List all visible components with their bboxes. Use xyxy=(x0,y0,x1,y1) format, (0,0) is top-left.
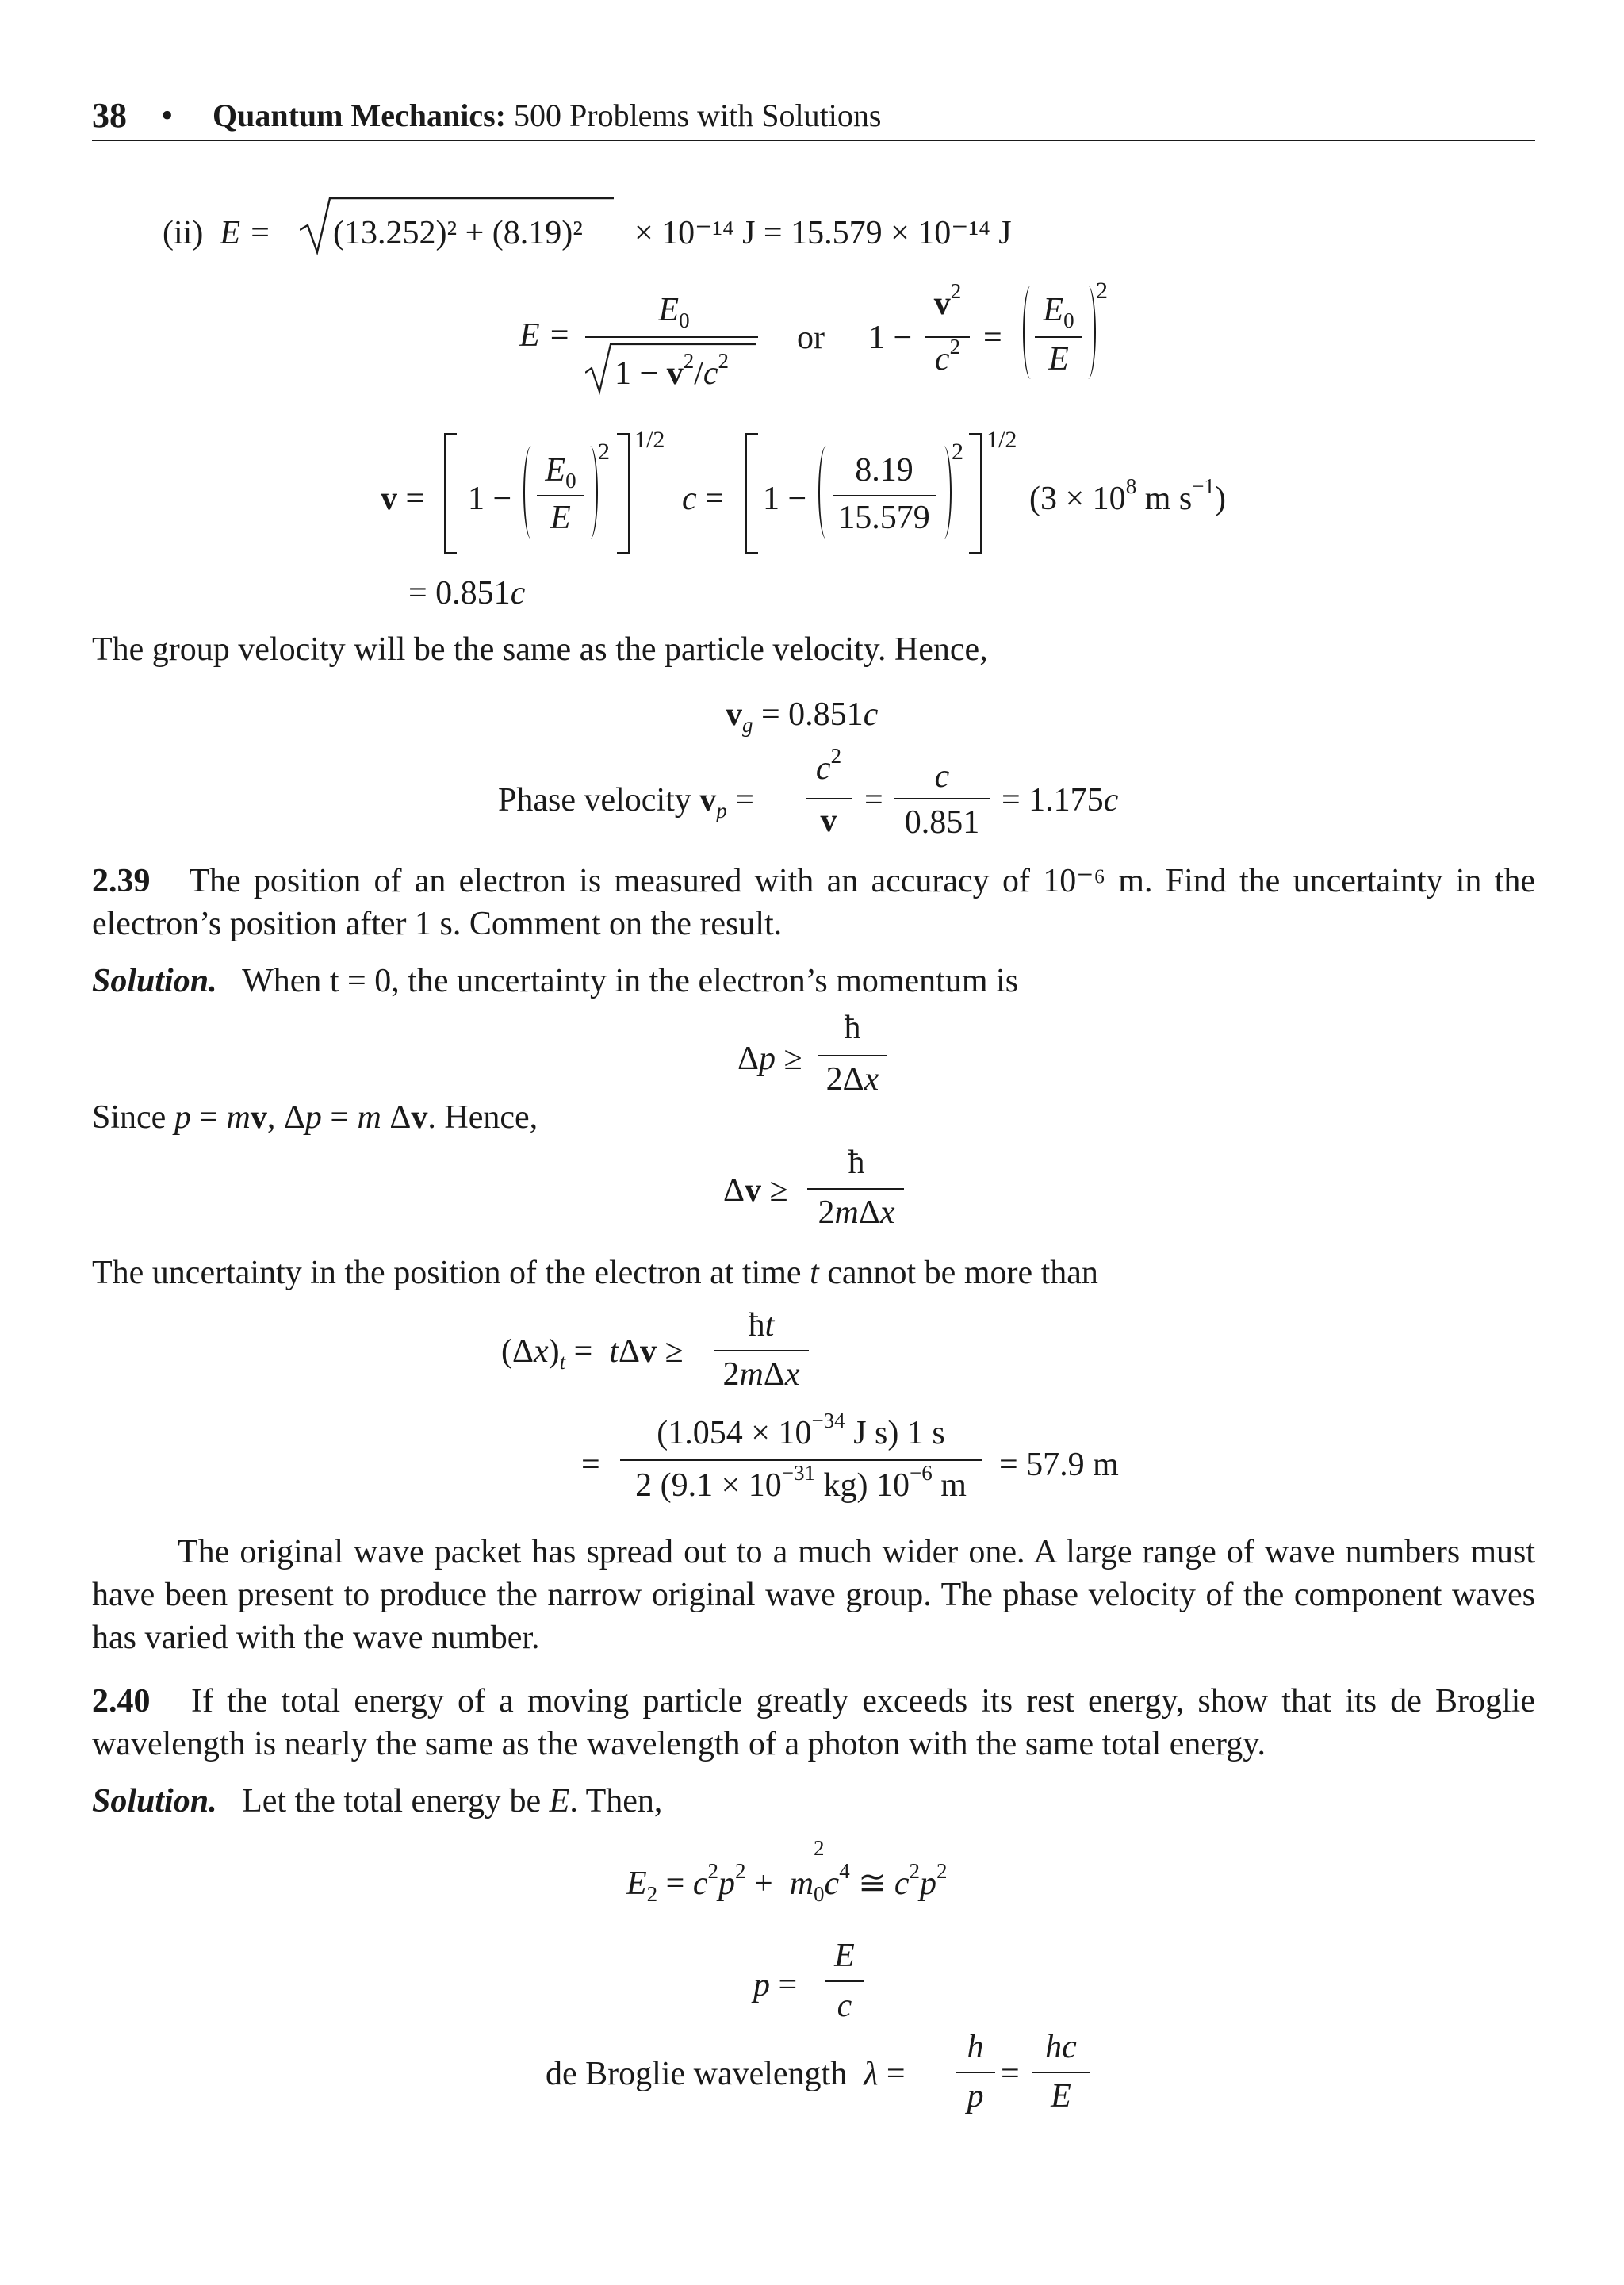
eq-ii xyxy=(163,217,271,250)
eq-velocity-exp2-1: 2 xyxy=(598,439,610,465)
eq-energy-lhs: E = xyxy=(519,317,571,354)
eq-velocity-num: 8.19 xyxy=(855,452,914,489)
eq-velocity-c: c = xyxy=(682,481,724,517)
problem-2-39-text: The position of an electron is measured with an accuracy of 10⁻⁶ m. Find the uncertainty in the electron’s position after 1 s. Comment on the result. xyxy=(92,863,1536,942)
para-wave-packet: The original wave packet has spread out to a much wider one. A large range of wave numbers must have been present to produce the narrow original wave group. The phase velocity of the component waves has varied with the wave number. xyxy=(92,1534,1535,1656)
eq-phase-result: = 1.175c xyxy=(1002,782,1119,819)
eq-phase-num2: c xyxy=(934,758,950,795)
header-rule xyxy=(92,140,1535,141)
eq-numeric-den: 2 ($9.1 \times 10^{-31}$ kg) $10^{-6}$ m xyxy=(635,1460,967,1504)
eq-phase-eq2: = xyxy=(864,782,883,819)
eq-lambda-den1: p xyxy=(967,2078,984,2114)
problem-2-39 xyxy=(92,860,1535,945)
eq-numeric-result: = 57.9 m xyxy=(999,1447,1119,1483)
bracket-right-1 xyxy=(617,433,630,554)
eq-velocity-half-2: 1/2 xyxy=(986,427,1017,453)
eq-velocity-fracline-1 xyxy=(537,495,584,496)
eq-lambda-label: de Broglie wavelength λ = xyxy=(546,2056,906,2092)
eq-lambda-line2 xyxy=(1032,2072,1090,2073)
eq-velocity-lhs: v = xyxy=(381,481,425,517)
eq-ii-lhs: E = xyxy=(220,215,271,251)
eq-velocity-tail: ($3 \times 10^8$ m $s^{-1}$) xyxy=(1029,473,1226,517)
eq-phase: Phase velocity $v_p$ = xyxy=(498,782,754,823)
eq-velocity-one-2: 1 − xyxy=(763,481,807,517)
eq-numeric-eq: = xyxy=(581,1447,600,1483)
eq-dxt-lhs: $(\Delta x)_t = t\Delta v$ ≥ xyxy=(501,1333,684,1374)
eq-dv-line xyxy=(807,1188,904,1190)
para-group-velocity: The group velocity will be the same as the particle velocity. Hence, xyxy=(92,631,988,668)
page-number: 38 xyxy=(92,96,127,135)
book-title-rest: 500 Problems with Solutions xyxy=(514,98,882,133)
book-title-bold: Quantum Mechanics: xyxy=(213,98,506,133)
eq-ii-label: (ii) xyxy=(163,215,204,251)
eq-velocity-fracline-2 xyxy=(833,495,936,496)
eq-phase-den2: 0.851 xyxy=(904,804,980,841)
eq-phase-line1 xyxy=(806,798,852,799)
eq-p-num: E xyxy=(834,1938,855,1974)
eq-dv-den: 2mΔx xyxy=(818,1194,895,1231)
eq-energy-v2: $v^2$ xyxy=(933,278,962,322)
bracket-left-2 xyxy=(745,433,758,554)
eq-energy-exp: 2 xyxy=(1096,278,1108,304)
bracket-right-2 xyxy=(969,433,982,554)
eq-velocity-exp2-2: 2 xyxy=(952,439,963,465)
solution-2-39 xyxy=(92,960,1535,1003)
eq-lambda-num2: hc xyxy=(1045,2029,1077,2065)
eq-dxt-line xyxy=(714,1350,809,1351)
header-bullet: • xyxy=(161,96,174,135)
eq-dp-line xyxy=(818,1055,887,1056)
para-uncertainty: The uncertainty in the position of the electron at time t cannot be more than xyxy=(92,1255,1098,1291)
eq-dxt-den: 2mΔx xyxy=(722,1356,800,1393)
eq-energy-e0: $E_0$ xyxy=(1043,292,1074,333)
paren-right-3 xyxy=(936,446,952,539)
problem-2-40-number: 2.40 xyxy=(92,1683,151,1720)
eq-velocity-den: 15.579 xyxy=(838,500,930,536)
eq-result: = 0.851c xyxy=(408,575,526,612)
eq-numeric-num: ($1.054 \times 10^{-34}$ J s) 1 s xyxy=(657,1408,945,1451)
eq-energy-c2: $c^2$ xyxy=(934,334,961,378)
para-since: Since p = mv, Δp = m Δv. Hence, xyxy=(92,1099,538,1136)
eq-energy-e: E xyxy=(1048,341,1069,378)
eq-velocity-one-1: 1 − xyxy=(468,481,512,517)
eq-p-line xyxy=(825,1980,864,1982)
eq-p-lhs: p = xyxy=(753,1967,798,2003)
eq-dp-den: 2Δx xyxy=(825,1061,879,1098)
eq-energy-num: $E_0$ xyxy=(658,292,690,333)
bracket-left-1 xyxy=(444,433,457,554)
eq-lambda-label-text: de Broglie wavelength xyxy=(546,2056,848,2092)
eq-dv-lhs: Δv ≥ xyxy=(723,1172,788,1209)
eq-E2: $E_2 = c^2p^2 + m$ 2 $_0c^4$ ≅ $c^2p^2$ xyxy=(626,1836,948,1907)
eq-energy-e0-line xyxy=(1035,336,1082,338)
problem-2-39-number: 2.39 xyxy=(92,863,151,899)
eq-ii-tail: × 10⁻¹⁴ J = 15.579 × 10⁻¹⁴ J xyxy=(634,215,1012,251)
eq-energy-one: 1 − xyxy=(868,320,913,356)
problem-2-40 xyxy=(92,1680,1535,1766)
solution-2-39-text: When t = 0, the uncertainty in the electron’s momentum is xyxy=(242,963,1019,999)
eq-p-den: c xyxy=(837,1988,852,2024)
problem-2-40-text: If the total energy of a moving particle greatly exceeds its rest energy, show that its de Broglie wavelength is nearly the same as the wavelength of a photon with the same total energy. xyxy=(92,1683,1535,1762)
eq-vg: $v_g = 0.851c$ xyxy=(726,696,879,738)
eq-phase-num1: $c^2$ xyxy=(815,743,842,787)
eq-velocity-half-1: 1/2 xyxy=(634,427,665,453)
solution-2-40-label-text: Solution. xyxy=(92,1783,217,1819)
eq-phase-line2 xyxy=(894,798,990,799)
eq-energy-fracline xyxy=(585,336,758,338)
eq-dxt-num: ħt xyxy=(748,1307,775,1344)
eq-lambda-eq: = xyxy=(1001,2056,1020,2092)
eq-velocity-e0: $E_0$ xyxy=(545,452,576,493)
eq-phase-label: Phase velocity xyxy=(498,782,691,819)
eq-dp-lhs: Δp ≥ xyxy=(737,1041,802,1077)
eq-energy-den: $1 - v^2/c^2$ xyxy=(615,348,730,392)
eq-lambda-line1 xyxy=(956,2072,995,2073)
eq-lambda-num1: h xyxy=(967,2029,984,2065)
eq-phase-den1: v xyxy=(820,803,837,839)
eq-energy-v2-line xyxy=(925,336,970,338)
eq-energy-equals: = xyxy=(983,320,1002,356)
eq-velocity-e: E xyxy=(550,500,571,536)
paren-right-2 xyxy=(582,446,598,539)
eq-dp-num: ħ xyxy=(844,1010,861,1046)
running-header xyxy=(213,100,881,132)
eq-dv-num: ħ xyxy=(848,1144,865,1181)
solution-2-40-line: Solution. Let the total energy be E. Then, xyxy=(92,1780,1535,1823)
eq-ii-radicand: (13.252)² + (8.19)² xyxy=(333,215,583,251)
eq-energy-or: or xyxy=(797,320,825,356)
paren-right xyxy=(1080,286,1096,379)
eq-lambda-den2: E xyxy=(1051,2078,1071,2114)
solution-2-39-label: Solution. xyxy=(92,963,217,999)
